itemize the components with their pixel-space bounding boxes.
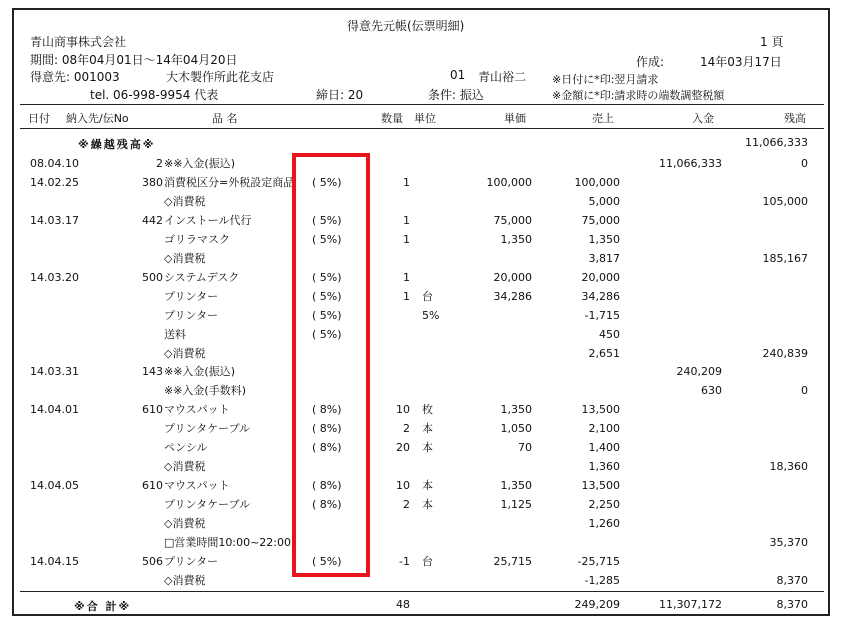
col-balance: 残高 [784,112,806,125]
row-item: ◇消費税 [164,517,206,531]
ledger-row [0,231,844,249]
row-item: プリンター [164,554,219,568]
row-item: ※※入金(手数料) [164,384,247,398]
row-sales: 1,400 [588,441,620,455]
row-qty: 1 [403,270,410,284]
ledger-row [0,515,844,533]
row-qty: 2 [403,422,410,436]
row-sales: 2,250 [588,498,620,512]
row-code: 143 [142,365,163,379]
row-balance: 0 [801,384,808,398]
row-sales: 13,500 [581,403,620,417]
row-item: プリンタケーブル [164,422,251,436]
row-code: 506 [142,554,163,568]
row-unit: 5% [422,308,440,322]
ledger-row [0,382,844,400]
closing-day: 締日: 20 [316,88,364,102]
total-qty: 48 [396,598,410,611]
row-payment: 630 [701,384,722,398]
row-qty: 20 [396,441,410,455]
row-balance: 8,370 [776,573,808,587]
row-date: 14.03.17 [30,213,79,227]
row-code: 500 [142,270,163,284]
row-sales: 20,000 [581,270,620,284]
row-unit-price: 75,000 [493,213,532,227]
row-item: マウスパット [164,403,230,417]
row-item: マウスパット [164,479,230,493]
ledger-row [0,477,844,495]
created-date: 14年03月17日 [700,55,782,69]
row-tax-rate: ( 8%) [312,479,342,493]
row-qty: 1 [403,232,410,246]
total-label: ※合 計※ [74,600,132,613]
row-balance: 35,370 [769,536,808,549]
row-qty: 10 [396,403,410,417]
ledger-row [0,345,844,363]
row-date: 14.04.05 [30,479,79,493]
row-sales: 1,360 [588,460,620,474]
row-unit: 本 [422,498,433,512]
row-sales: 450 [599,327,620,341]
row-code: 2 [156,157,163,170]
row-unit: 台 [422,554,433,568]
staff-name: 青山裕二 [478,70,527,84]
row-unit-price: 1,350 [500,479,532,493]
row-balance: 240,839 [762,346,808,360]
row-item: ※※入金(振込) [164,365,236,379]
ledger-row [0,401,844,419]
row-item: □営業時間10:00~22:00 [164,536,292,549]
col-qty: 数量 [381,112,403,125]
carryover-label: ※繰越残高※ [78,138,156,151]
row-tax-rate: ( 8%) [312,441,342,455]
row-item: ◇消費税 [164,460,206,474]
row-item: 消費税区分=外税設定商品 [164,175,295,189]
row-date: 08.04.10 [30,157,79,170]
row-balance: 185,167 [762,251,808,265]
column-divider [20,128,824,129]
company-name: 青山商事株式会社 [30,35,127,49]
row-tax-rate: ( 5%) [312,213,342,227]
row-item: プリンタケーブル [164,498,251,512]
row-sales: 13,500 [581,479,620,493]
row-sales: 2,651 [588,346,620,360]
row-sales: 2,100 [588,422,620,436]
row-unit: 本 [422,479,433,493]
note-amount-mark: ※金額に*印:請求時の端数調整税額 [552,89,725,102]
row-date: 14.03.31 [30,365,79,379]
ledger-row [0,553,844,571]
row-date: 14.04.15 [30,554,79,568]
ledger-row [0,572,844,590]
row-code: 610 [142,403,163,417]
row-unit-price: 1,350 [500,232,532,246]
ledger-row [0,363,844,381]
total-sales: 249,209 [574,598,620,611]
page-number: 1 頁 [760,35,784,49]
row-item: ペンシル [164,441,208,455]
row-item: ※※入金(振込) [164,157,236,170]
row-code: 380 [142,175,163,189]
row-tax-rate: ( 5%) [312,308,342,322]
row-code: 442 [142,213,163,227]
row-tax-rate: ( 8%) [312,403,342,417]
row-sales: 1,350 [588,232,620,246]
row-item: システムデスク [164,270,240,284]
row-unit: 本 [422,441,433,455]
row-sales: -1,285 [584,573,620,587]
row-item: ゴリラマスク [164,232,230,246]
col-price: 単価 [504,112,526,125]
row-date: 14.02.25 [30,175,79,189]
row-unit-price: 34,286 [493,289,532,303]
row-sales: 1,260 [588,517,620,531]
row-sales: -25,715 [577,554,620,568]
col-item: 品 名 [212,112,238,125]
ledger-row [0,420,844,438]
ledger-row [0,250,844,268]
col-payment: 入金 [692,112,714,125]
tax-rate-highlight-box [292,153,370,577]
row-tax-rate: ( 5%) [312,289,342,303]
row-qty: 10 [396,479,410,493]
ledger-row [0,155,844,173]
row-qty: 1 [403,213,410,227]
row-tax-rate: ( 5%) [312,327,342,341]
ledger-row [0,439,844,457]
ledger-row [0,174,844,192]
row-sales: 100,000 [574,175,620,189]
carryover-balance: 11,066,333 [745,136,808,149]
row-item: ◇消費税 [164,251,206,265]
customer-tel: tel. 06-998-9954 代表 [90,88,219,102]
row-qty: 1 [403,289,410,303]
staff-code: 01 [450,68,466,82]
row-unit-price: 1,125 [500,498,532,512]
col-code: 納入先/伝No [66,112,129,125]
row-tax-rate: ( 5%) [312,554,342,568]
row-item: プリンター [164,289,219,303]
total-divider [20,591,824,592]
row-item: 送料 [164,327,186,341]
total-payment: 11,307,172 [659,598,722,611]
row-date: 14.04.01 [30,403,79,417]
row-unit-price: 1,050 [500,422,532,436]
row-tax-rate: ( 5%) [312,232,342,246]
row-tax-rate: ( 8%) [312,422,342,436]
row-item: ◇消費税 [164,346,206,360]
ledger-row [0,326,844,344]
row-unit: 本 [422,422,433,436]
ledger-row [0,496,844,514]
row-tax-rate: ( 5%) [312,175,342,189]
row-item: ◇消費税 [164,573,206,587]
row-unit: 枚 [422,403,433,417]
ledger-row [0,193,844,211]
row-balance: 0 [801,157,808,170]
row-payment: 240,209 [676,365,722,379]
payment-terms: 条件: 振込 [428,88,484,102]
col-date: 日付 [28,112,50,125]
period: 期間: 08年04月01日～14年04月20日 [30,53,238,67]
row-unit-price: 100,000 [486,175,532,189]
row-date: 14.03.20 [30,270,79,284]
row-payment: 11,066,333 [659,157,722,170]
ledger-row [0,288,844,306]
row-qty: -1 [399,554,410,568]
created-label: 作成: [636,55,665,69]
row-unit-price: 20,000 [493,270,532,284]
note-date-mark: ※日付に*印:翌月請求 [552,73,659,86]
ledger-row [0,307,844,325]
row-code: 610 [142,479,163,493]
customer-name: 大木製作所此花支店 [166,70,275,84]
ledger-row [0,212,844,230]
customer-code: 得意先: 001003 [30,70,120,84]
row-unit-price: 25,715 [493,554,532,568]
row-item: ◇消費税 [164,194,206,208]
row-sales: 3,817 [588,251,620,265]
report-title: 得意先元帳(伝票明細) [347,19,465,33]
row-item: インストール代行 [164,213,252,227]
total-balance: 8,370 [776,598,808,611]
row-sales: 34,286 [581,289,620,303]
header-divider [20,104,824,105]
row-sales: 5,000 [588,194,620,208]
row-sales: -1,715 [584,308,620,322]
row-unit-price: 1,350 [500,403,532,417]
col-sales: 売上 [592,112,614,125]
row-tax-rate: ( 8%) [312,498,342,512]
row-unit: 台 [422,289,433,303]
row-sales: 75,000 [581,213,620,227]
ledger-row [0,534,844,552]
row-qty: 1 [403,175,410,189]
ledger-row [0,458,844,476]
ledger-row [0,269,844,287]
row-balance: 105,000 [762,194,808,208]
row-unit-price: 70 [518,441,532,455]
row-tax-rate: ( 5%) [312,270,342,284]
row-balance: 18,360 [769,460,808,474]
row-item: プリンター [164,308,219,322]
col-unit: 単位 [414,112,436,125]
row-qty: 2 [403,498,410,512]
